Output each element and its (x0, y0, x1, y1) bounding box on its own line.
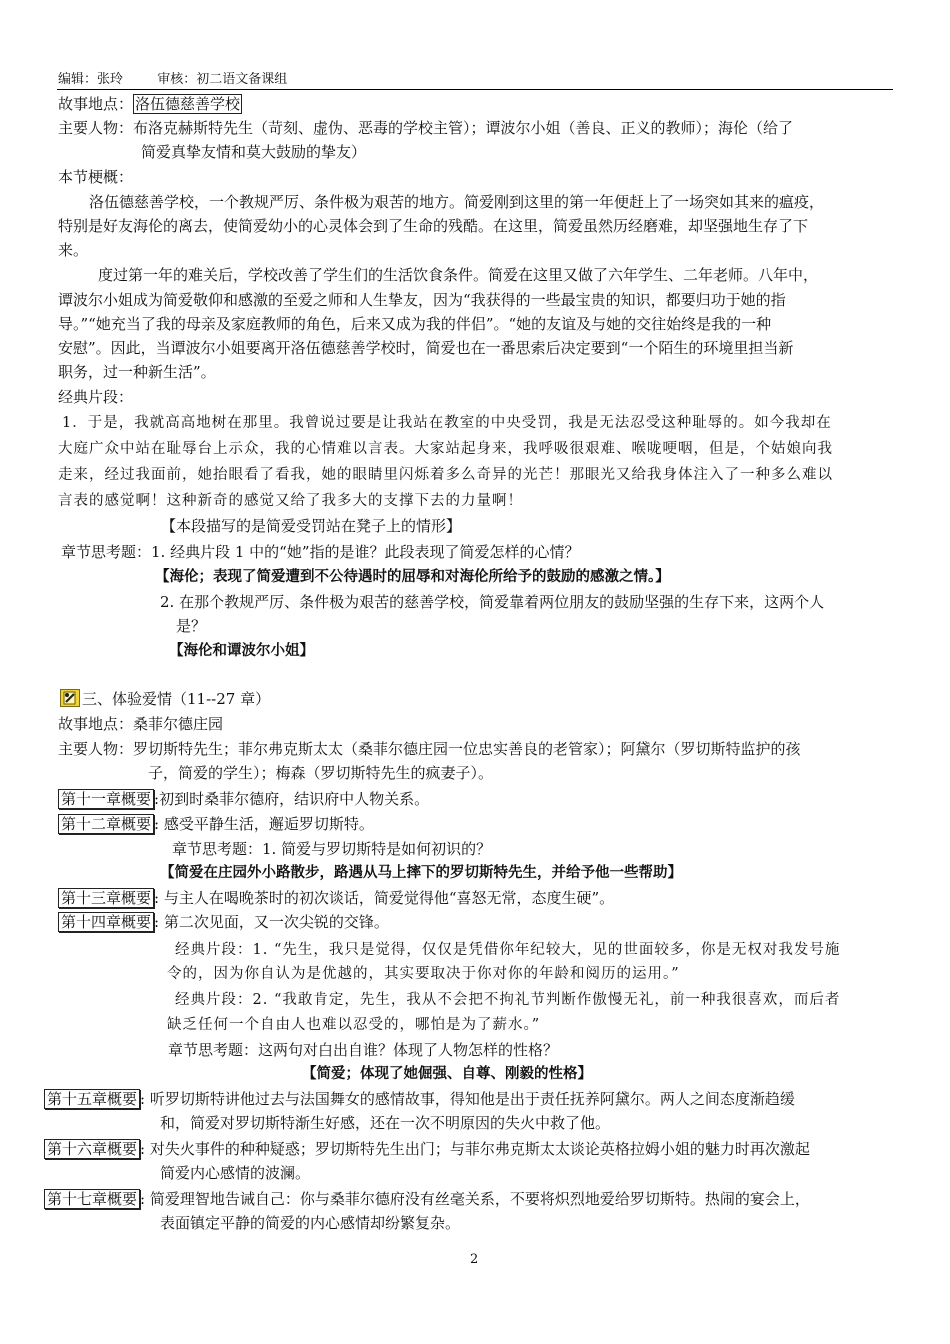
section3-characters-text: 罗切斯特先生；菲尔弗克斯太太（桑菲尔德庄园一位忠实善良的老管家）；阿黛尔（罗切斯特监护的孩 (133, 740, 801, 758)
chapter-14-summary (58, 912, 389, 932)
chapter-15-summary (44, 1089, 795, 1109)
chapter-17-label: 第十七章概要 (44, 1189, 140, 1209)
chapter-14-excerpt-2-cont: 缺乏任何一个自由人也难以忍受的，哪怕是为了薪水。” (167, 1017, 541, 1033)
classic-excerpt-1-line4: 言表的感觉啊！这种新奇的感觉又给了我多大的支撑下去的力量啊！ (58, 493, 523, 509)
story-place-value: 洛伍德慈善学校 (135, 95, 241, 113)
section3-characters-text-cont: 子，简爱的学生）；梅森（罗切斯特先生的疯妻子）。 (148, 764, 494, 782)
chapter-16-label: 第十六章概要 (44, 1139, 140, 1159)
summary-paragraph-1-line3: 来。 (58, 241, 89, 259)
story-place-line (58, 94, 242, 114)
chapter-14-excerpt-1-cont: 令的，因为你自认为是优越的，其实要取决于你对你的年龄和阅历的运用。” (167, 966, 680, 982)
page-header (58, 72, 287, 88)
chapter-11-text: :初到时桑菲尔德府，结识府中人物关系。 (154, 790, 430, 808)
chapter-14-label: 第十四章概要 (58, 912, 154, 932)
question-label: 章节思考题： (61, 543, 152, 561)
pencil-note-icon (60, 689, 80, 707)
characters-text: 布洛克赫斯特先生（苛刻、虚伪、恶毒的学校主管）；谭波尔小姐（善良、正义的教师）；海伦（给了 (133, 119, 794, 137)
chapter-17-text: : 简爱理智地告诫自己：你与桑菲尔德府没有丝毫关系，不要将炽烈地爱给罗切斯特。热闹的宴会上， (140, 1190, 810, 1208)
summary-label: 本节梗概： (58, 168, 134, 186)
chapter-15-text: : 听罗切斯特讲他过去与法国舞女的感情故事，得知他是出于责任抚养阿黛尔。两人之间态度渐趋缓 (140, 1090, 795, 1108)
classic-excerpt-1-line3: 走来，经过我面前，她抬眼看了看我，她的眼睛里闪烁着多么奇异的光芒！那眼光又给我身体注入了一种多么难以 (58, 467, 833, 483)
summary-paragraph-1-line2: 特别是好友海伦的离去，使简爱幼小的心灵体会到了生命的残酷。在这里，简爱虽然历经磨难，却坚强地生存了下 (58, 217, 809, 235)
summary-paragraph-2-line2: 谭波尔小姐成为简爱敬仰和感激的至爱之师和人生挚友，因为“我获得的一些最宝贵的知识，都要归功于她的指 (58, 291, 786, 309)
summary-paragraph-2: 度过第一年的难关后，学校改善了学生们的生活饮食条件。简爱在这里又做了六年学生、二年老师。八年中， (98, 266, 819, 284)
chapter-16-text-cont: 简爱内心感情的波澜。 (160, 1164, 311, 1182)
chapter-13-label: 第十三章概要 (58, 888, 154, 908)
chapter-12-text: : 感受平静生活，邂逅罗切斯特。 (154, 815, 374, 833)
classic-excerpt-1: 1．于是，我就高高地树在那里。我曾说过要是让我站在教室的中央受罚，我是无法忍受这种耻辱的。如今我却在 (62, 415, 832, 431)
question-2-cont: 是？ (176, 617, 207, 635)
summary-paragraph-2-line3: 导。”“她充当了我的母亲及家庭教师的角色，后来又成为我的伴侣”。“她的友谊及与她的交往始终是我的一种 (58, 315, 772, 333)
question-1: 1. 经典片段 1 中的“她”指的是谁？此段表现了简爱怎样的心情？ (151, 543, 580, 561)
chapter-15-text-cont: 和，简爱对罗切斯特渐生好感，还在一次不明原因的失火中救了他。 (160, 1114, 611, 1132)
excerpt-note: 【本段描写的是简爱受罚站在凳子上的情形】 (161, 517, 462, 535)
summary-paragraph-2-line4: 安慰”。因此，当谭波尔小姐要离开洛伍德慈善学校时，简爱也在一番思索后决定要到“一个陌生的环境里担当新 (58, 339, 794, 357)
chapter-13-summary (58, 888, 614, 908)
classic-excerpt-1-line2: 大庭广众中站在耻辱台上示众，我的心情难以言表。大家站起身来，我呼吸很艰难、喉咙哽咽，但是，个姑娘向我 (58, 441, 833, 457)
chapter-14-text: : 第二次见面，又一次尖锐的交锋。 (154, 913, 389, 931)
question-1-line (61, 542, 580, 562)
chapter-17-summary (44, 1189, 810, 1209)
chapter-12-answer: 【简爱在庄园外小路散步，路遇从马上摔下的罗切斯特先生，并给予他一些帮助】 (160, 865, 682, 881)
section3-place: 故事地点：桑菲尔德庄园 (58, 715, 224, 733)
main-characters-line (58, 118, 793, 138)
classic-excerpt-label: 经典片段： (58, 388, 134, 406)
section3-characters-label: 主要人物： (58, 740, 134, 758)
page-number: 2 (470, 1252, 479, 1267)
chapter-14-question: 章节思考题：这两句对白出自谁？体现了人物怎样的性格？ (168, 1041, 559, 1059)
chapter-12-label: 第十二章概要 (58, 814, 154, 834)
chapter-14-answer: 【简爱；体现了她倔强、自尊、刚毅的性格】 (302, 1066, 592, 1082)
question-2: 2. 在那个教规严厉、条件极为艰苦的慈善学校，简爱靠着两位朋友的鼓励坚强的生存下来，这两个人 (160, 593, 825, 611)
section-title: 三、体验爱情（11--27 章） (82, 690, 271, 708)
header-editor: 编辑：张玲 (58, 72, 124, 87)
header-reviewer: 审核：初二语文备课组 (157, 72, 288, 87)
chapter-14-excerpt-2: 经典片段：2. “我敢肯定，先生，我从不会把不拘礼节判断作傲慢无礼，前一种我很喜欢，而后者 (175, 992, 841, 1008)
chapter-12-summary (58, 814, 374, 834)
story-place-label: 故事地点： (58, 95, 134, 113)
summary-paragraph-1: 洛伍德慈善学校，一个教规严厉、条件极为艰苦的地方。简爱刚到这里的第一年便赶上了一场突如其来的瘟疫， (89, 193, 825, 211)
header-rule (57, 89, 893, 90)
chapter-11-summary (58, 789, 429, 809)
characters-text-cont: 简爱真挚友情和莫大鼓励的挚友） (141, 143, 367, 161)
chapter-16-text: : 对失火事件的种种疑惑；罗切斯特先生出门；与菲尔弗克斯太太谈论英格拉姆小姐的魅力时再次激起 (140, 1140, 810, 1158)
section3-characters-line (58, 739, 801, 759)
summary-paragraph-2-line5: 职务，过一种新生活”。 (58, 363, 216, 381)
answer-1: 【海伦；表现了简爱遭到不公待遇时的屈辱和对海伦所给予的鼓励的感激之情。】 (155, 569, 670, 585)
chapter-17-text-cont: 表面镇定平静的简爱的内心感情却纷繁复杂。 (160, 1214, 461, 1232)
chapter-15-label: 第十五章概要 (44, 1089, 140, 1109)
chapter-14-excerpt-1: 经典片段：1. “先生，我只是觉得，仅仅是凭借你年纪较大，见的世面较多，你是无权对我发号施 (175, 942, 841, 958)
answer-2: 【海伦和谭波尔小姐】 (169, 643, 314, 659)
characters-label: 主要人物： (58, 119, 134, 137)
chapter-11-label: 第十一章概要 (58, 789, 154, 809)
chapter-12-question: 章节思考题：1. 简爱与罗切斯特是如何初识的？ (172, 840, 492, 858)
chapter-16-summary (44, 1139, 810, 1159)
chapter-13-text: : 与主人在喝晚茶时的初次谈话，简爱觉得他“喜怒无常，态度生硬”。 (154, 889, 615, 907)
